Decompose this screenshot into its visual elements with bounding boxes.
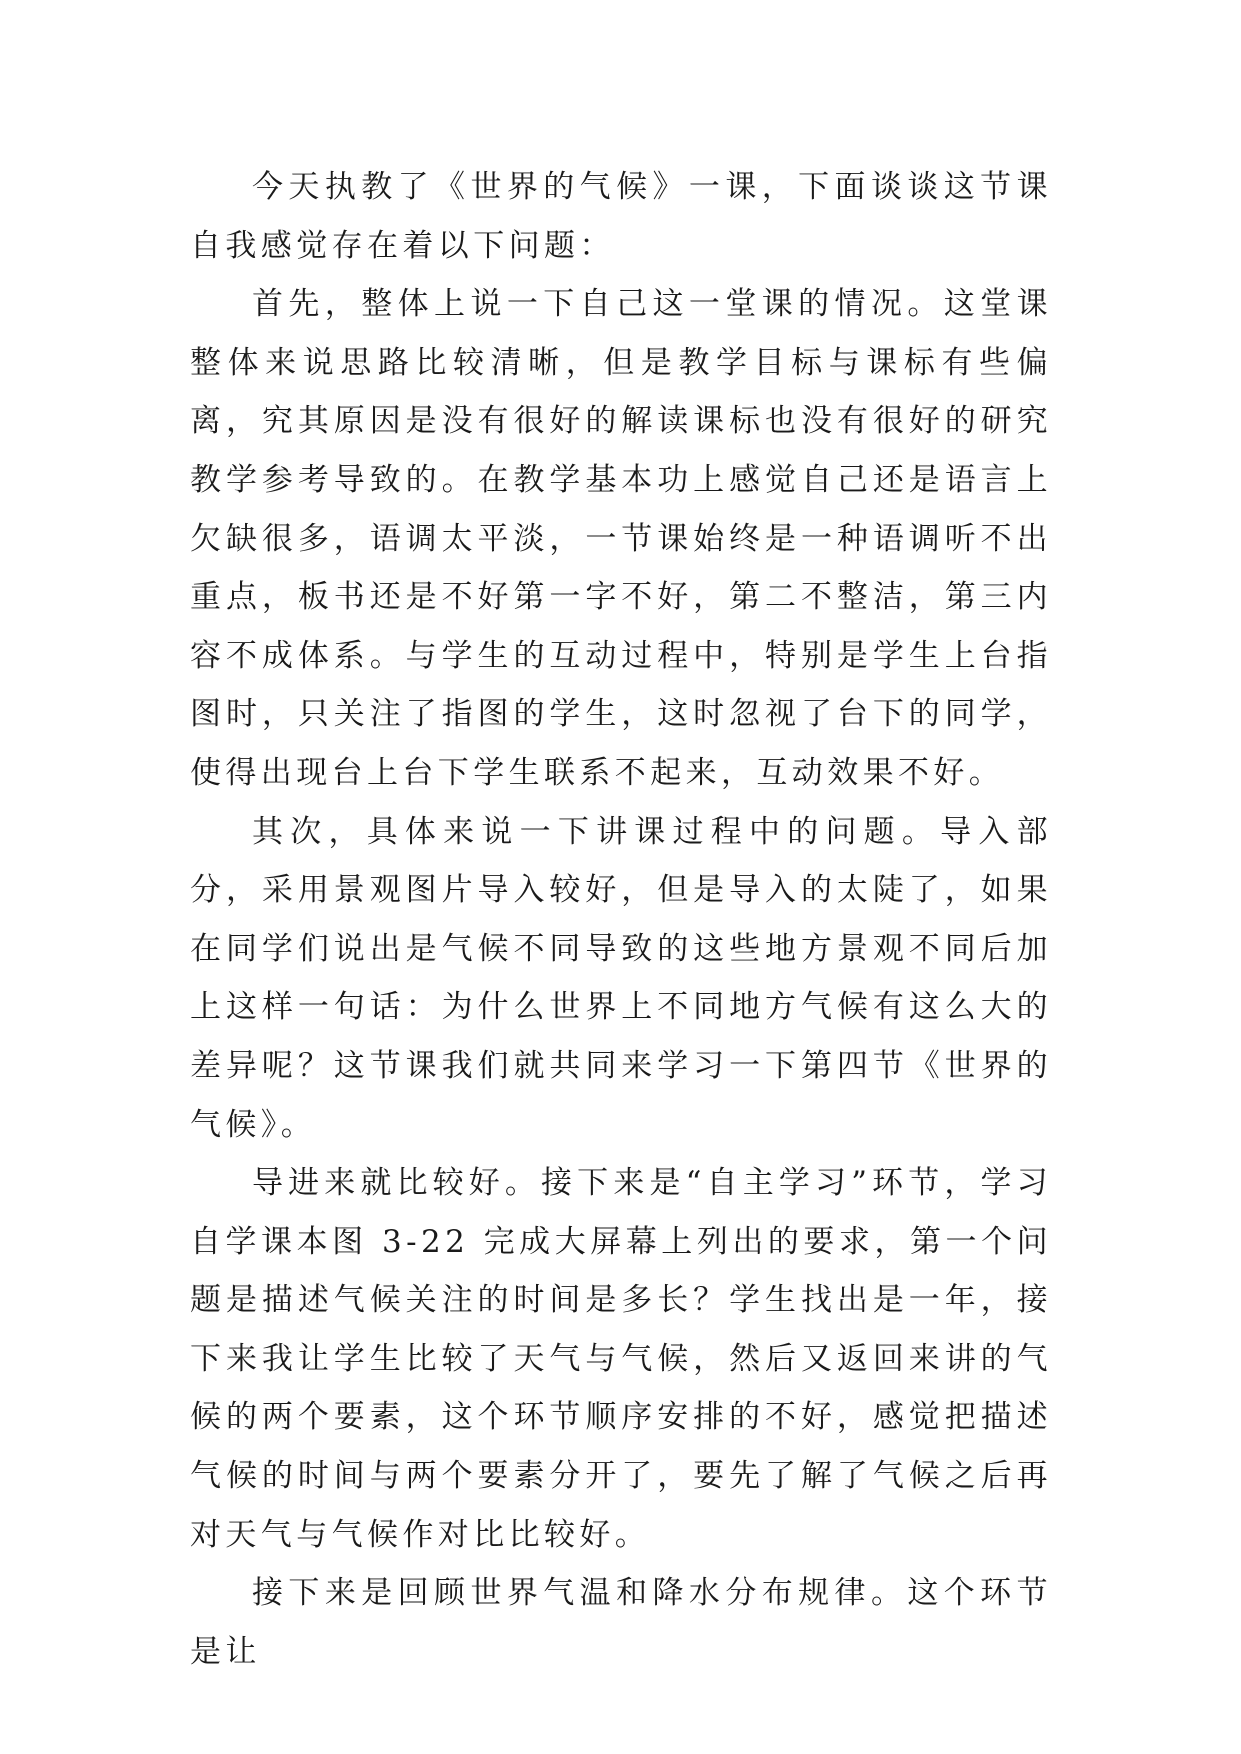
paragraph-3: 其次，具体来说一下讲课过程中的问题。导入部分，采用景观图片导入较好，但是导入的太陡了，如果在同学们说出是气候不同导致的这些地方景观不同后加上这样一句话：为什么世界上不同地方气候有这么大的差异呢？这节课我们就共同来学习一下第四节《世界的气候》。 [190,813,1052,1143]
document-body [190,158,1052,1681]
paragraph-1: 今天执教了《世界的气候》一课，下面谈谈这节课自我感觉存在着以下问题： [190,169,1052,264]
paragraph-4: 导进来就比较好。接下来是“自主学习”环节，学习自学课本图 3-22 完成大屏幕上列出的要求，第一个问题是描述气候关注的时间是多长？学生找出是一年，接下来我让学生比较了天气与气候，然后又返回来讲的气候的两个要素，这个环节顺序安排的不好，感觉把描述气候的时间与两个要素分开了，要先了解了气候之后再对天气与气候作对比比较好。 [190,1165,1052,1553]
paragraph-2: 首先，整体上说一下自己这一堂课的情况。这堂课整体来说思路比较清晰，但是教学目标与课标有些偏离，究其原因是没有很好的解读课标也没有很好的研究教学参考导致的。在教学基本功上感觉自己还是语言上欠缺很多，语调太平淡，一节课始终是一种语调听不出重点，板书还是不好第一字不好，第二不整洁，第三内容不成体系。与学生的互动过程中，特别是学生上台指图时，只关注了指图的学生，这时忽视了台下的同学，使得出现台上台下学生联系不起来，互动效果不好。 [190,286,1052,791]
paragraph-5: 接下来是回顾世界气温和降水分布规律。这个环节是让 [190,1575,1052,1670]
